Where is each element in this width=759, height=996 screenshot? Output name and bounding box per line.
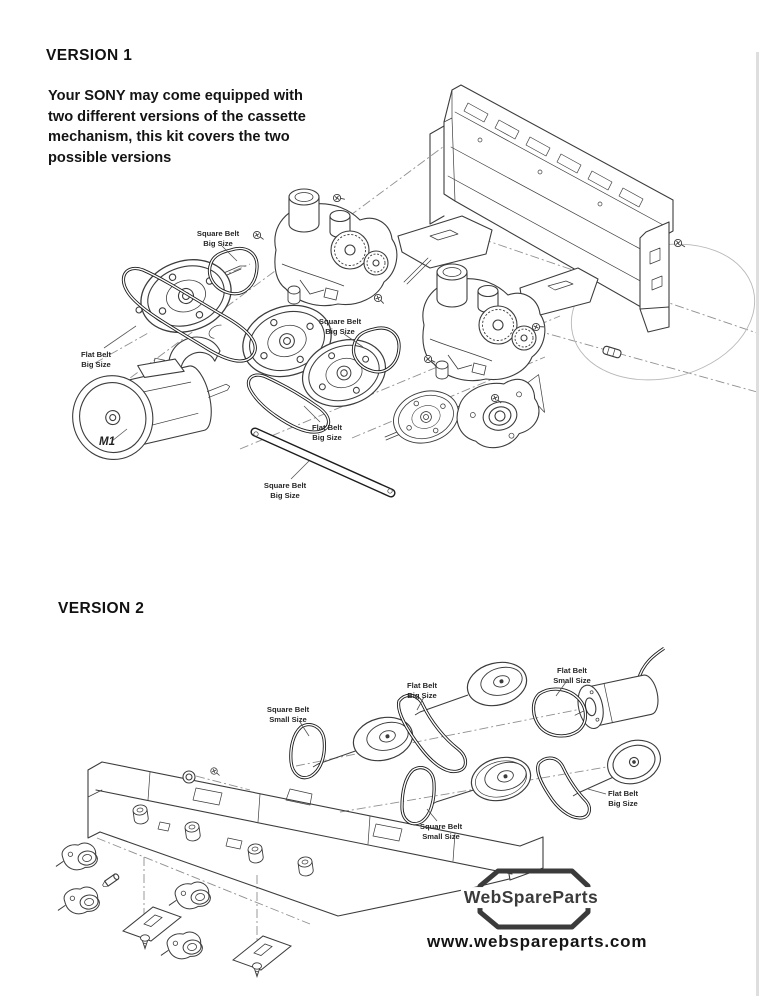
intro-line: mechanism, this kit covers the two — [48, 129, 290, 146]
belt-label-flat-big-3: Flat Belt Big Size — [407, 681, 437, 701]
logo-text: WebSpareParts — [461, 887, 601, 908]
belts-version2 — [291, 689, 590, 824]
small-bolt — [101, 873, 119, 888]
washer-and-screw — [183, 767, 221, 783]
intro-line: Your SONY may come equipped with — [48, 88, 303, 104]
version2-heading: VERSION 2 — [58, 600, 145, 617]
belt-label-flat-big-4: Flat Belt Big Size — [608, 789, 638, 809]
pulley-top — [463, 656, 531, 711]
belt-label-flat-small-1: Flat Belt Small Size — [553, 666, 591, 686]
leader-lines-version2 — [300, 682, 606, 821]
pulley-far-right — [601, 733, 666, 791]
gear-assembly-2 — [423, 264, 545, 381]
deck-rollers — [132, 804, 314, 877]
belt-label-square-small-2: Square Belt Small Size — [419, 822, 463, 842]
pinch-rollers — [53, 842, 211, 962]
intro-line: possible versions — [48, 149, 172, 166]
belt-label-square-small-1: Square Belt Small Size — [266, 705, 310, 725]
intro-line: two different versions of the cassette — [48, 108, 306, 125]
gear-assembly-1 — [275, 189, 397, 306]
motor-m1-label: M1 — [99, 436, 115, 448]
pulley-row2 — [467, 751, 535, 806]
belt-label-flat-big-2: Flat Belt Big Size — [312, 423, 342, 443]
flywheel-1 — [131, 248, 240, 343]
belt-label-square-big-3: Square Belt Big Size — [263, 481, 307, 501]
base-plate-2 — [233, 936, 291, 970]
website-url: www.webspareparts.com — [427, 932, 648, 951]
pulley-mid — [349, 711, 417, 766]
screw-down-1 — [141, 935, 150, 949]
belt-label-flat-big-1: Flat Belt Big Size — [81, 350, 111, 370]
version1-heading: VERSION 1 — [46, 47, 133, 64]
motor-version2 — [565, 648, 677, 732]
flywheel-4 — [387, 383, 466, 451]
belt-label-square-big-1: Square Belt Big Size — [196, 229, 240, 249]
intro-text — [48, 86, 306, 168]
mount-bracket — [450, 371, 554, 456]
chassis-flange — [640, 222, 669, 332]
belt-label-square-big-2: Square Belt Big Size — [318, 317, 362, 337]
